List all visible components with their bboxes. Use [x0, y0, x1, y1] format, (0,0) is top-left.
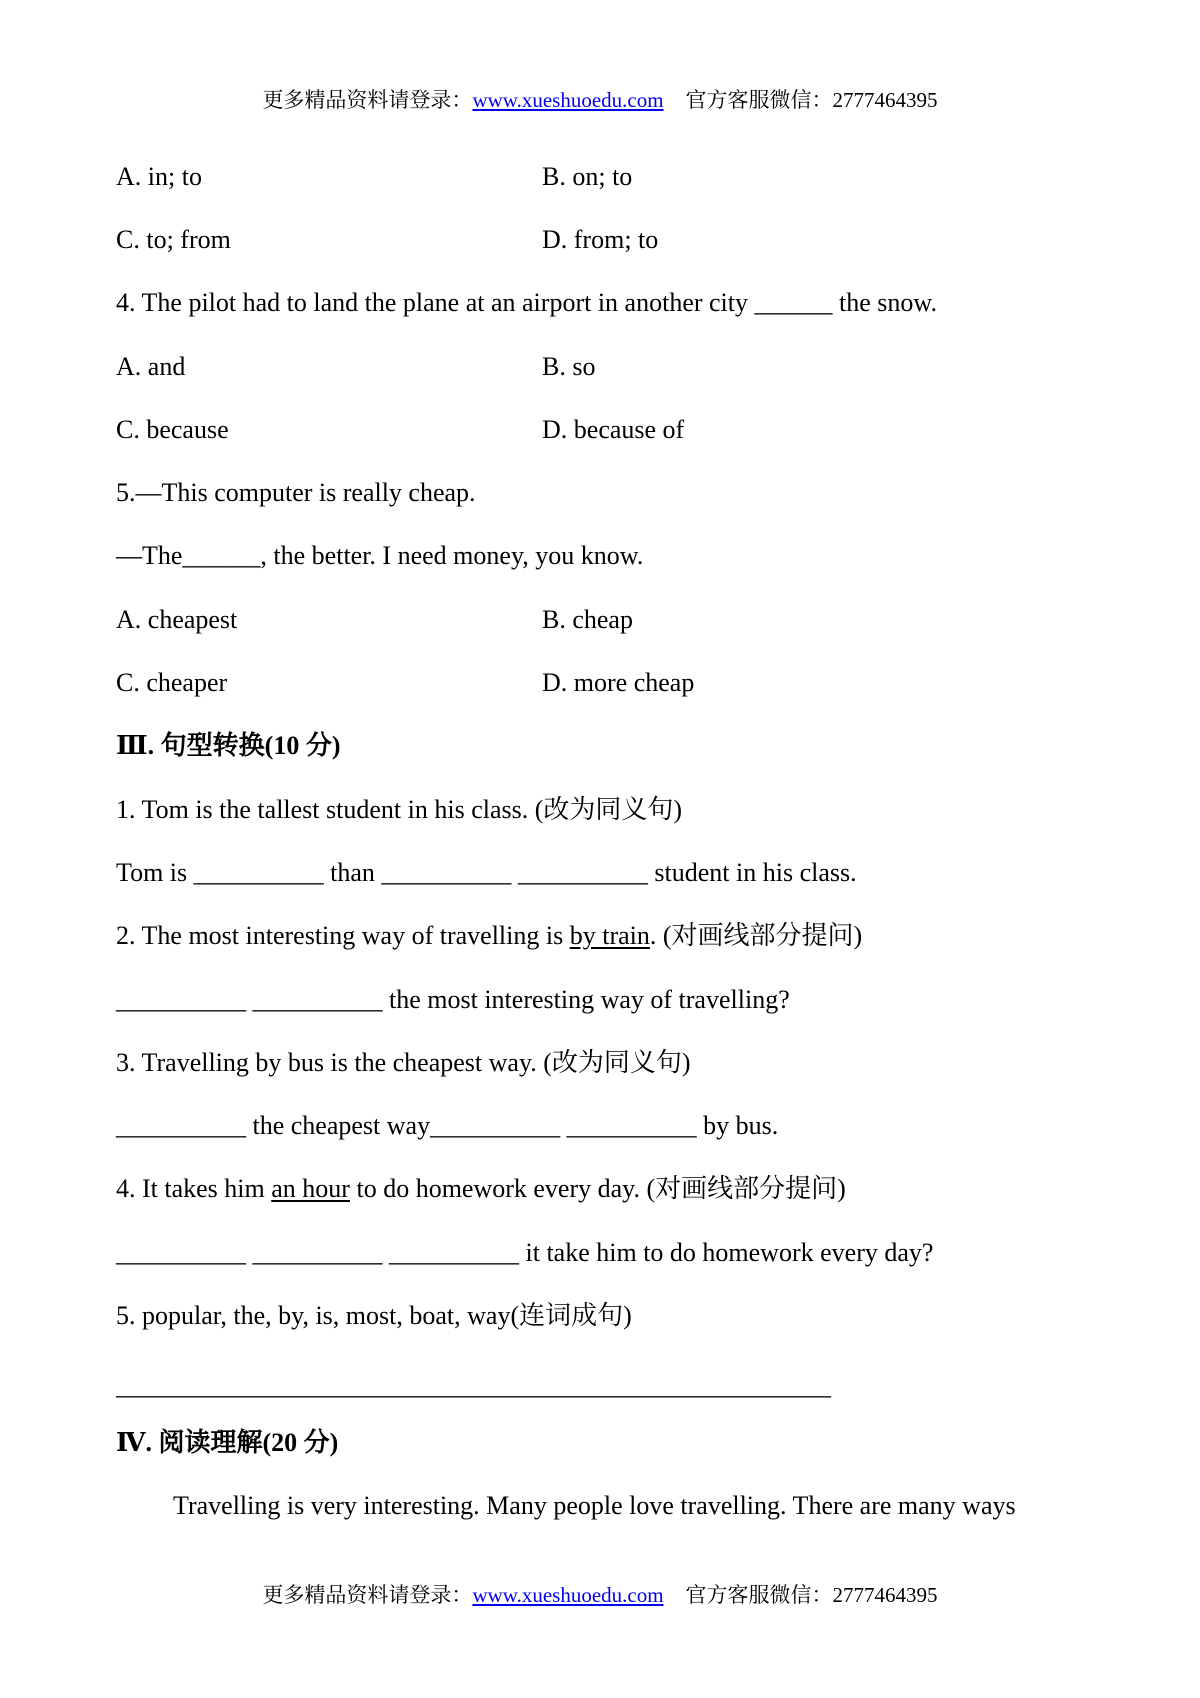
option-b: B. cheap: [542, 604, 633, 634]
q5-options-row-1: [116, 588, 1156, 651]
s3-item-4-answer: __________ __________ __________ it take him to do homework every day?: [116, 1237, 934, 1267]
s3-item-3-answer: __________ the cheapest way__________ __________ by bus.: [116, 1111, 779, 1141]
question-5-stem: 5.—This computer is really cheap.: [116, 478, 476, 508]
option-a: A. in; to: [116, 161, 202, 191]
question-text: to do homework every day. (对画线部分提问): [349, 1174, 846, 1204]
page-content: [116, 145, 1156, 1538]
section-4-heading: Ⅳ. 阅读理解(20 分): [116, 1427, 339, 1457]
q4-options-row-1: [116, 335, 1156, 398]
s3-item-5-question: 5. popular, the, by, is, most, boat, way(连词成句): [116, 1300, 632, 1330]
option-c: C. because: [116, 414, 229, 444]
s3-item-4-question: [116, 1158, 1156, 1221]
option-d: D. from; to: [542, 224, 659, 254]
footer-prefix: 更多精品资料请登录：: [262, 1583, 473, 1607]
q4-options-row-2: [116, 398, 1156, 461]
header-prefix: 更多精品资料请登录：: [262, 88, 473, 112]
option-b: B. so: [542, 351, 596, 381]
s3-item-2-answer: __________ __________ the most interesting way of travelling?: [116, 984, 790, 1014]
question-text: 2. The most interesting way of travelling is: [116, 921, 570, 951]
question-text: . (对画线部分提问): [649, 921, 863, 951]
page-footer: [0, 1582, 1200, 1608]
q5-options-row-2: [116, 651, 1156, 714]
option-a: A. and: [116, 351, 186, 381]
header-website-link[interactable]: www.xueshuoedu.com: [472, 88, 664, 112]
option-a: A. cheapest: [116, 604, 238, 634]
s3-item-1-answer: Tom is __________ than __________ __________ student in his class.: [116, 857, 857, 887]
question-5-reply: —The______, the better. I need money, you know.: [116, 541, 644, 571]
s3-item-5-answer-line: _______________________________________________________: [116, 1370, 831, 1400]
question-text: 4. It takes him: [116, 1174, 272, 1204]
page-header: [0, 87, 1200, 113]
question-4-stem: 4. The pilot had to land the plane at an airport in another city ______ the snow.: [116, 288, 937, 318]
section-3-heading: Ⅲ. 句型转换(10 分): [116, 731, 341, 761]
underlined-phrase: an hour: [271, 1174, 350, 1204]
option-c: C. to; from: [116, 224, 231, 254]
option-d: D. because of: [542, 414, 685, 444]
header-wechat: 官方客服微信：2777464395: [685, 88, 938, 112]
option-b: B. on; to: [542, 161, 633, 191]
reading-passage: Travelling is very interesting. Many people love travelling. There are many ways: [173, 1490, 1016, 1520]
q3-options-row-2: [116, 208, 1156, 271]
s3-item-3-question: 3. Travelling by bus is the cheapest way. (改为同义句): [116, 1047, 691, 1077]
s3-item-1-question: 1. Tom is the tallest student in his class. (改为同义句): [116, 794, 683, 824]
underlined-phrase: by train: [569, 921, 650, 951]
option-d: D. more cheap: [542, 668, 695, 698]
footer-wechat: 官方客服微信：2777464395: [685, 1583, 938, 1607]
q3-options-row-1: [116, 145, 1156, 208]
s3-item-2-question: [116, 905, 1156, 968]
footer-website-link[interactable]: www.xueshuoedu.com: [472, 1583, 664, 1607]
option-c: C. cheaper: [116, 668, 228, 698]
